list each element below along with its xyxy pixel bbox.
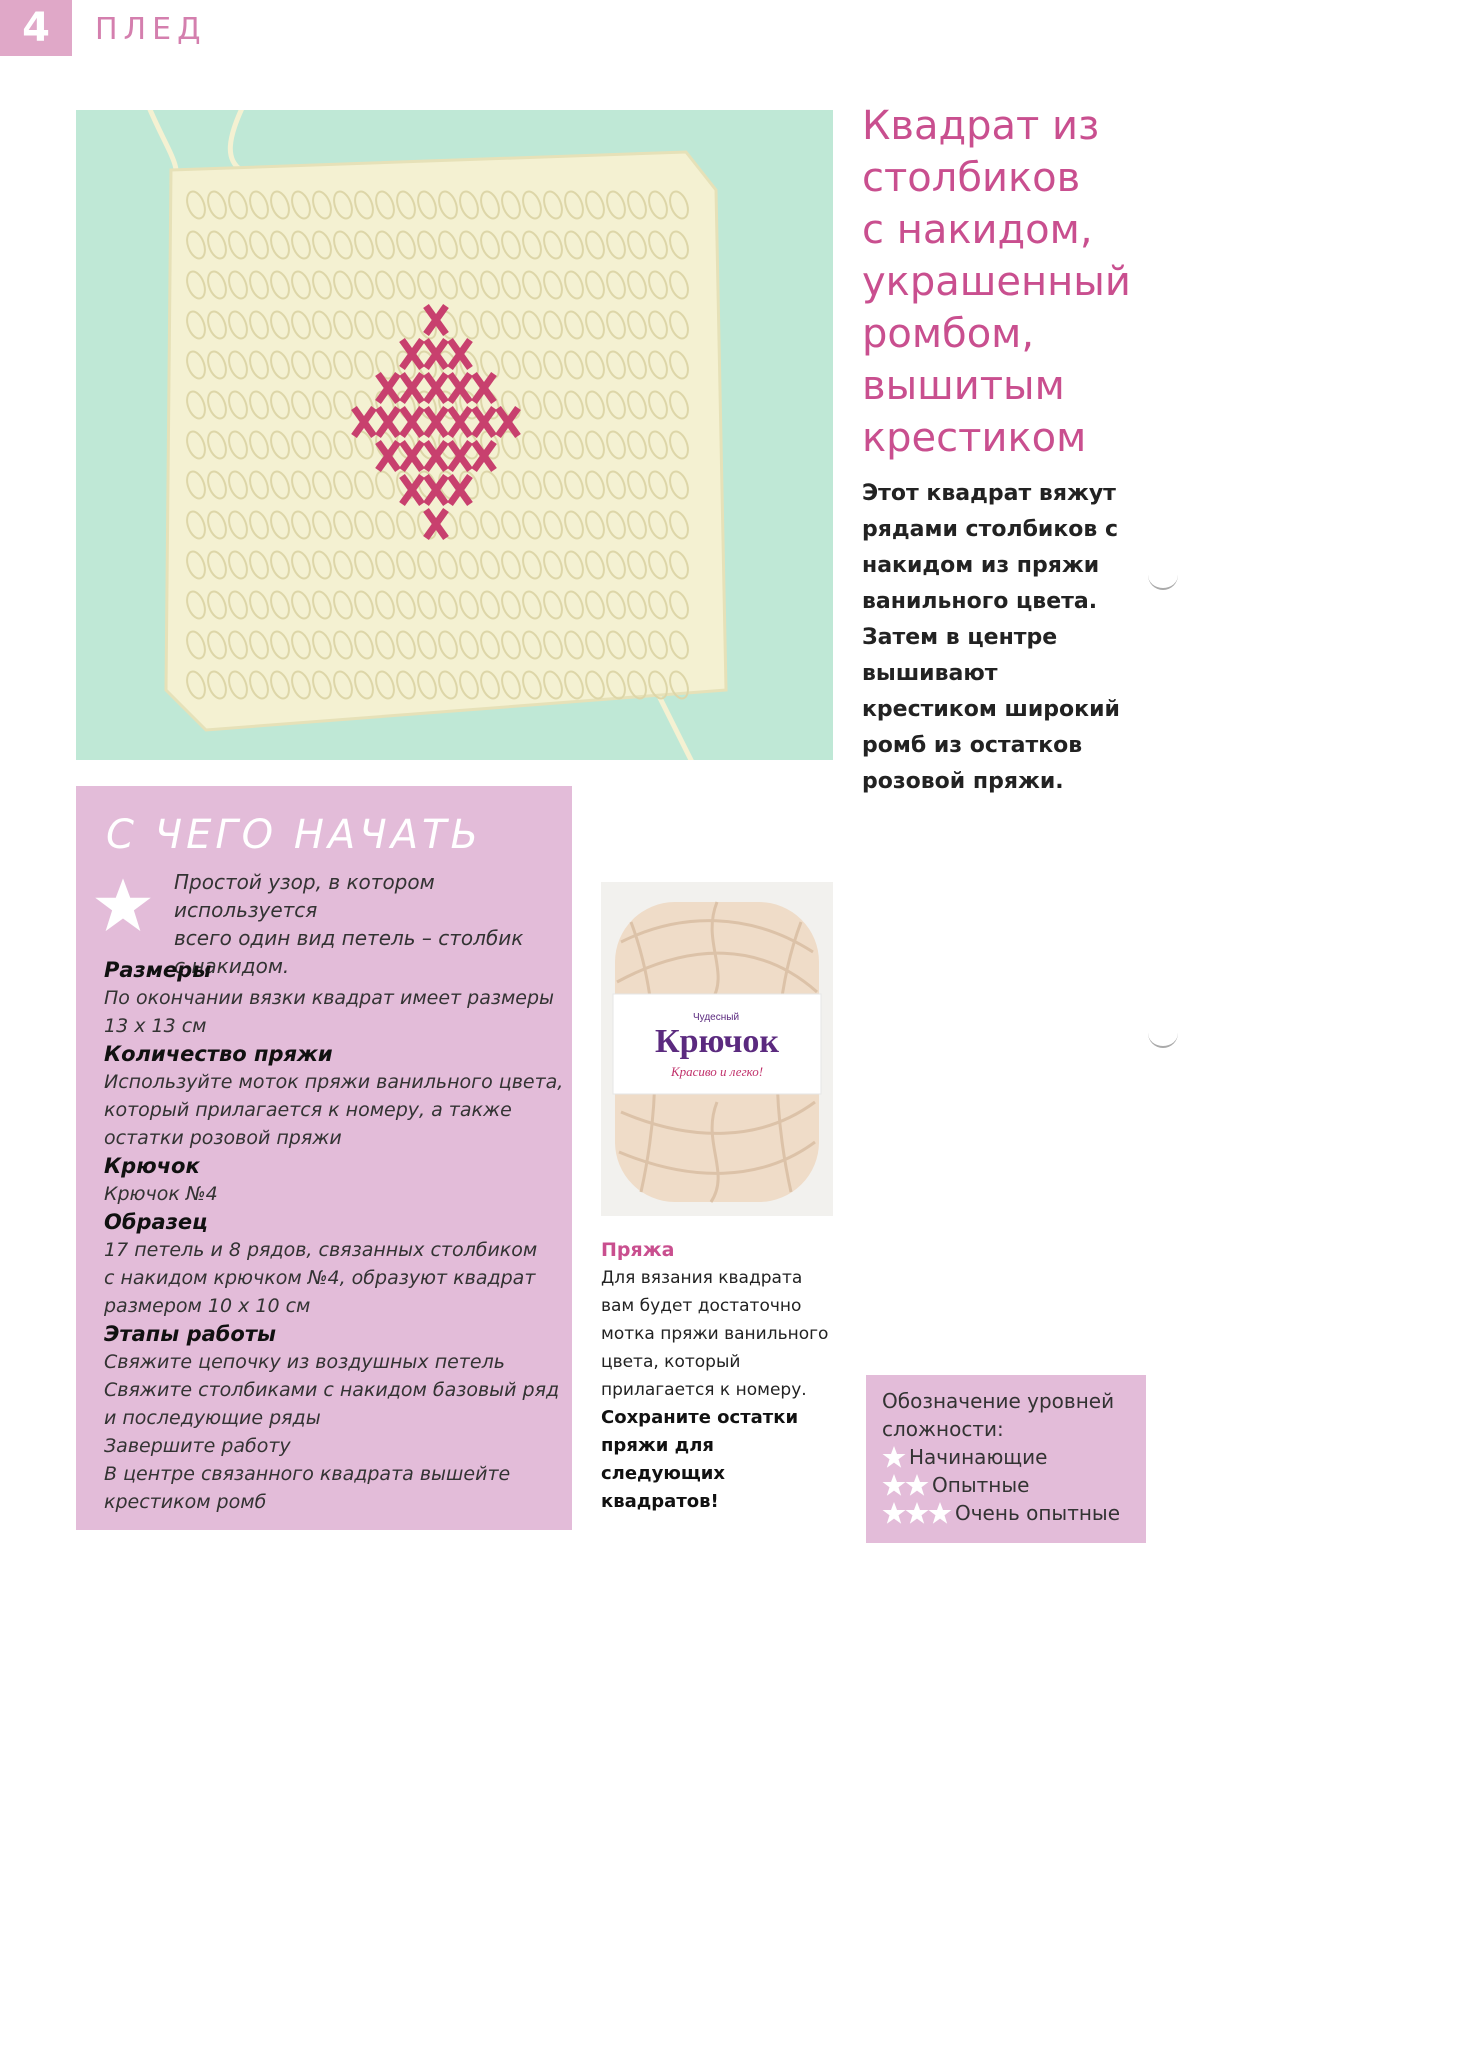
yarn-caption-line: мотка пряжи ванильного (601, 1324, 829, 1344)
heading-line: крестиком (862, 415, 1087, 461)
spec-value: В центре связанного квадрата вышейте (104, 1463, 511, 1485)
yarn-caption-line: цвета, который (601, 1352, 741, 1372)
spec-value: 13 х 13 см (104, 1015, 207, 1037)
heading-line: ромбом, (862, 311, 1035, 357)
heading-line: Квадрат из (862, 103, 1100, 149)
heading-line: украшенный (862, 259, 1131, 305)
binder-hole-mark (1148, 1030, 1178, 1048)
spec-value: Свяжите цепочку из воздушных петель (104, 1351, 505, 1373)
intro-line: Затем в центре (862, 625, 1058, 650)
intro-line: Этот квадрат вяжут (862, 481, 1116, 506)
heading-line: с накидом, (862, 207, 1093, 253)
legend-level-very-experienced (882, 1499, 1146, 1527)
star-icon (882, 1445, 906, 1469)
spec-value: 17 петель и 8 рядов, связанных столбиком (104, 1239, 538, 1261)
star-icon (94, 876, 152, 934)
spec-label: Крючок (104, 1154, 200, 1178)
spec-value: размером 10 х 10 см (104, 1295, 311, 1317)
legend-level-label: Очень опытные (955, 1501, 1121, 1525)
legend-level-label: Опытные (932, 1473, 1030, 1497)
yarn-caption-line: Для вязания квадрата (601, 1268, 803, 1288)
spec-gauge (104, 1208, 564, 1320)
yarn-caption-bold: следующих (601, 1463, 725, 1484)
spec-label: Размеры (104, 958, 212, 982)
yarn-caption-line: прилагается к номеру. (601, 1380, 807, 1400)
yarn-caption (601, 1236, 841, 1516)
spec-value: остатки розовой пряжи (104, 1127, 342, 1149)
legend-level-label: Начинающие (909, 1445, 1048, 1469)
yarn-caption-line: вам будет достаточно (601, 1296, 802, 1316)
intro-line: рядами столбиков с (862, 517, 1119, 542)
spec-steps (104, 1320, 564, 1516)
intro-line: вышивают (862, 661, 998, 686)
spec-value: который прилагается к номеру, а также (104, 1099, 512, 1121)
spec-yarn-amount (104, 1040, 564, 1152)
spec-value: и последующие ряды (104, 1407, 321, 1429)
legend-level-experienced (882, 1471, 1146, 1499)
spec-value: Используйте моток пряжи ванильного цвета, (104, 1071, 564, 1093)
difficulty-legend (866, 1375, 1146, 1543)
star-icon (905, 1473, 929, 1497)
intro-paragraph (862, 476, 1124, 800)
difficulty-stars (882, 1501, 951, 1525)
legend-level-beginner (882, 1443, 1146, 1471)
spec-value: Крючок №4 (104, 1183, 218, 1205)
legend-title: Обозначение уровней (882, 1389, 1115, 1413)
note-line: всего один вид петель – столбик (174, 926, 524, 950)
spec-label: Количество пряжи (104, 1042, 333, 1066)
binder-hole-mark (1148, 572, 1178, 590)
spec-label: Этапы работы (104, 1322, 277, 1346)
heading-line: столбиков (862, 155, 1081, 201)
intro-line: крестиком широкий (862, 697, 1120, 722)
crochet-square-image (76, 110, 833, 760)
spec-hook (104, 1152, 564, 1208)
note-line: с накидом. (174, 954, 290, 978)
yarn-caption-bold: Сохраните остатки (601, 1407, 799, 1428)
spec-label: Образец (104, 1210, 208, 1234)
note-line: Простой узор, в котором используется (174, 870, 435, 922)
yarn-ball-photo (601, 882, 833, 1216)
crochet-square-photo (76, 110, 833, 760)
difficulty-stars (882, 1445, 905, 1469)
yarn-caption-bold: квадратов! (601, 1491, 719, 1512)
yarn-brand: Крючок (654, 1023, 780, 1060)
spec-value: Свяжите столбиками с накидом базовый ряд (104, 1379, 560, 1401)
star-icon (882, 1473, 906, 1497)
spec-value: По окончании вязки квадрат имеет размеры (104, 987, 555, 1009)
getting-started-title: С ЧЕГО НАЧАТЬ (106, 812, 482, 858)
yarn-ball-image (601, 882, 833, 1216)
yarn-caption-bold: пряжи для (601, 1435, 714, 1456)
yarn-slogan: Красиво и легко! (670, 1064, 764, 1079)
star-icon (928, 1501, 952, 1525)
page-number: 4 (0, 0, 72, 56)
legend-title: сложности: (882, 1417, 1004, 1441)
spec-value: Завершите работу (104, 1435, 291, 1457)
spec-dimensions (104, 956, 564, 1040)
yarn-caption-title: Пряжа (601, 1239, 675, 1261)
intro-line: накидом из пряжи (862, 553, 1100, 578)
heading-line: вышитым (862, 363, 1065, 409)
getting-started-box (76, 786, 572, 1530)
intro-line: ванильного цвета. (862, 589, 1098, 614)
spec-value: с накидом крючком №4, образуют квадрат (104, 1267, 536, 1289)
yarn-brand-small: Чудесный (693, 1012, 740, 1023)
spec-value: крестиком ромб (104, 1491, 267, 1513)
intro-line: розовой пряжи. (862, 769, 1064, 794)
intro-line: ромб из остатков (862, 733, 1083, 758)
section-title: ПЛЕД (95, 12, 207, 47)
star-icon (905, 1501, 929, 1525)
article-heading (862, 100, 1162, 464)
difficulty-stars (882, 1473, 928, 1497)
star-icon (882, 1501, 906, 1525)
